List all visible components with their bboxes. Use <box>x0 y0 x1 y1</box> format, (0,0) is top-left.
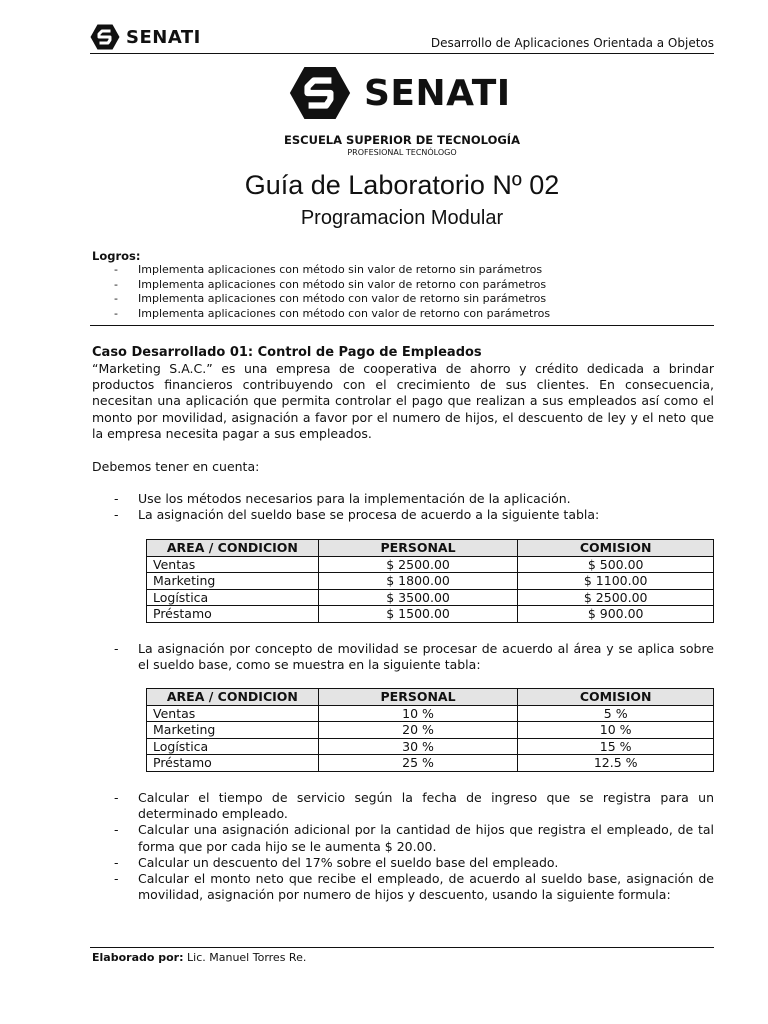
table-row <box>147 606 714 623</box>
table-row <box>147 738 714 755</box>
column-header: AREA / CONDICION <box>147 689 319 706</box>
column-header: PERSONAL <box>318 689 518 706</box>
list-item: - Implementa aplicaciones con método sin valor de retorno con parámetros <box>114 277 547 291</box>
footer-author: Lic. Manuel Torres Re. <box>187 951 307 964</box>
school-name: ESCUELA SUPERIOR DE TECNOLOGÍA <box>284 133 520 147</box>
footer-label: Elaborado por: <box>92 951 184 964</box>
table-cell: $ 1800.00 <box>318 573 518 590</box>
table-cell: $ 2500.00 <box>518 589 714 606</box>
case-heading: Caso Desarrollado 01: Control de Pago de Empleados <box>92 345 482 360</box>
table-cell: $ 900.00 <box>518 606 714 623</box>
list-item: - La asignación del sueldo base se procesa de acuerdo a la siguiente tabla: <box>114 507 600 523</box>
list-item: - Calcular el tiempo de servicio según la fecha de ingreso que se registra para un determinado empleado. <box>114 790 714 822</box>
table-row <box>147 589 714 606</box>
page-subtitle: Programacion Modular <box>300 207 504 229</box>
table-row <box>147 705 714 722</box>
senati-logo-icon <box>288 66 352 120</box>
table-cell: 25 % <box>318 755 518 772</box>
section-divider <box>90 325 714 326</box>
mobility-list <box>92 641 714 673</box>
table-header-row <box>147 540 714 557</box>
header-logo <box>90 24 201 50</box>
senati-logo-icon <box>90 24 120 50</box>
mobility-table <box>146 688 714 772</box>
table-cell: Logística <box>147 589 319 606</box>
main-brand: SENATI <box>364 72 511 114</box>
table-cell: Ventas <box>147 556 319 573</box>
header-divider <box>90 53 714 54</box>
list-item: - Implementa aplicaciones con método con valor de retorno sin parámetros <box>114 292 547 305</box>
table-cell: Ventas <box>147 705 319 722</box>
header-brand: SENATI <box>126 26 201 48</box>
case-paragraph: “Marketing S.A.C.” es una empresa de cooperativa de ahorro y crédito dedicada a brindar productos financieros contribuyendo con el crecimiento de sus clientes. En consecuencia, necesitan una aplicación que permita controlar el pago que realizan a sus empleados así como el monto por movilidad, asignación a favor por el numero de hijos, el descuento de ley y el neto que la empresa necesita pagar a sus empleados. <box>92 361 714 441</box>
logros-heading: Logros: <box>92 249 141 263</box>
course-name: Desarrollo de Aplicaciones Orientada a Objetos <box>430 36 714 50</box>
table-header-row <box>147 689 714 706</box>
footer <box>92 951 306 964</box>
main-logo <box>288 66 511 120</box>
table-cell: 20 % <box>318 722 518 739</box>
base-salary-table <box>146 539 714 623</box>
list-item: - Calcular el monto neto que recibe el empleado, de acuerdo al sueldo base, asignación de movilidad, asignación por numero de hijos y descuento, usando la siguiente formula: <box>114 871 714 903</box>
table-row <box>147 556 714 573</box>
considerations-list <box>92 491 714 523</box>
table-cell: 30 % <box>318 738 518 755</box>
table-row <box>147 722 714 739</box>
table-cell: $ 1500.00 <box>318 606 518 623</box>
table-cell: 10 % <box>518 722 714 739</box>
column-header: COMISION <box>518 540 714 557</box>
list-item: - Calcular un descuento del 17% sobre el sueldo base del empleado. <box>114 854 559 870</box>
column-header: PERSONAL <box>318 540 518 557</box>
school-subtitle: PROFESIONAL TECNÓLOGO <box>347 148 457 157</box>
table-cell: Préstamo <box>147 755 319 772</box>
table-cell: 10 % <box>318 705 518 722</box>
table-cell: $ 1100.00 <box>518 573 714 590</box>
table-cell: 15 % <box>518 738 714 755</box>
table-cell: Marketing <box>147 722 319 739</box>
list-item: - La asignación por concepto de movilidad se procesar de acuerdo al área y se aplica sobre el sueldo base, como se muestra en la siguiente tabla: <box>114 641 714 673</box>
table-cell: $ 3500.00 <box>318 589 518 606</box>
list-item: - Calcular una asignación adicional por la cantidad de hijos que registra el empleado, de tal forma que por cada hijo se le aumenta $ 20.00. <box>114 822 714 854</box>
table-cell: Préstamo <box>147 606 319 623</box>
table-cell: $ 500.00 <box>518 556 714 573</box>
calculations-list <box>92 790 714 903</box>
column-header: AREA / CONDICION <box>147 540 319 557</box>
table-cell: 12.5 % <box>518 755 714 772</box>
table-cell: Logística <box>147 738 319 755</box>
list-item: - Implementa aplicaciones con método sin valor de retorno sin parámetros <box>114 263 543 276</box>
footer-divider <box>90 947 714 948</box>
table-cell: Marketing <box>147 573 319 590</box>
list-item: - Use los métodos necesarios para la implementación de la aplicación. <box>114 491 571 506</box>
page-title: Guía de Laboratorio Nº 02 <box>244 170 560 200</box>
table-cell: $ 2500.00 <box>318 556 518 573</box>
table-cell: 5 % <box>518 705 714 722</box>
table-row <box>147 755 714 772</box>
column-header: COMISION <box>518 689 714 706</box>
list-item: - Implementa aplicaciones con método con valor de retorno con parámetros <box>114 306 551 320</box>
considerations-intro: Debemos tener en cuenta: <box>92 459 260 474</box>
logros-list <box>92 263 714 321</box>
table-row <box>147 573 714 590</box>
